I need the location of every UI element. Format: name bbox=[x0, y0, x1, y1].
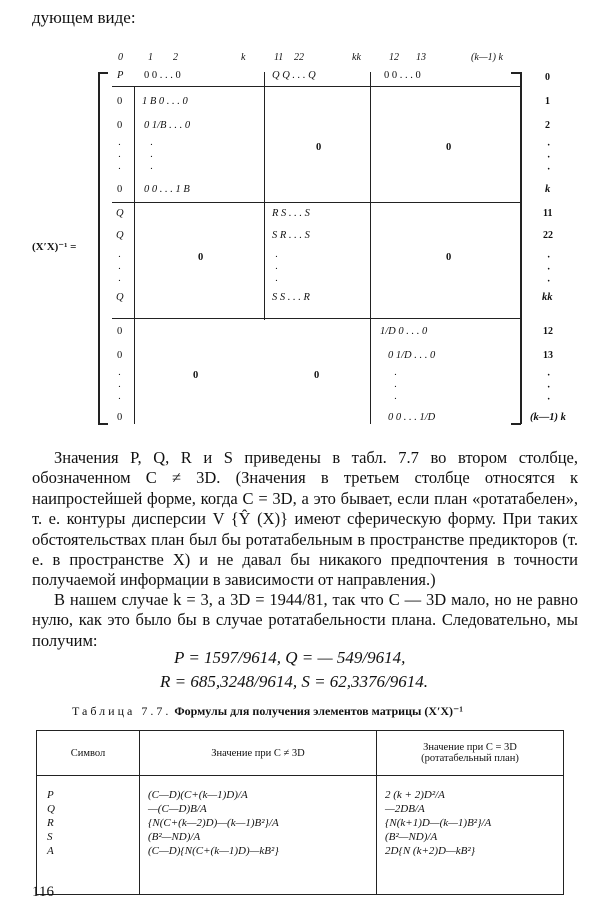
row0-zeros: 0 0 . . . 0 bbox=[144, 70, 181, 81]
rs-dot2: · bbox=[275, 264, 278, 275]
col0-8: 0 bbox=[117, 350, 123, 361]
b-row1: 1 B 0 . . . 0 bbox=[142, 96, 188, 107]
col0-dot6: · bbox=[118, 276, 121, 287]
col0-dot8: · bbox=[118, 382, 121, 393]
d-row2: 0 1/D . . . 0 bbox=[388, 350, 436, 361]
row-label-k: k bbox=[545, 184, 551, 195]
table-header-row bbox=[37, 731, 564, 776]
gen-p: (C—D)(C+(k—1)D)/A bbox=[148, 789, 248, 801]
row-dot1: · bbox=[547, 140, 551, 151]
zero-b-d: 0 bbox=[446, 142, 452, 153]
row-label-22: 22 bbox=[543, 230, 553, 241]
col0-0: 0 bbox=[117, 96, 123, 107]
row-label-2: 2 bbox=[545, 120, 550, 131]
th-symbol: Символ bbox=[37, 731, 140, 776]
symbols-col bbox=[37, 776, 140, 895]
table-body-row bbox=[37, 776, 564, 895]
row0-q: Q Q . . . Q bbox=[272, 70, 316, 81]
rot-r: {N(k+1)D—(k—1)B²}/A bbox=[385, 817, 492, 829]
gen-a: (C—D){N(C+(k—1)D)—kB²} bbox=[148, 845, 279, 857]
page-number: 116 bbox=[32, 884, 54, 900]
th-rotatable-line1: Значение при C = 3D bbox=[423, 742, 517, 753]
row-dot5: · bbox=[547, 264, 551, 275]
col0-2: 0 bbox=[117, 184, 123, 195]
row-dot8: · bbox=[547, 382, 551, 393]
rs-rowk: S S . . . R bbox=[272, 292, 310, 303]
gen-r: {N(C+(k—2)D)—(k—1)B²}/A bbox=[148, 817, 279, 829]
col-header-13: 13 bbox=[416, 52, 426, 63]
col-header-1: 1 bbox=[148, 52, 153, 63]
col0-dot1: · bbox=[118, 140, 121, 151]
col0-9: 0 bbox=[117, 412, 123, 423]
col0-1: 0 bbox=[117, 120, 123, 131]
col0-q3: Q bbox=[116, 292, 124, 303]
paragraph-1: Значения P, Q, R и S приведены в табл. 7.7 во втором столбце, обозначенном C ≠ 3D. (Значения в третьем столбце относятся к наипростейшей форме, когда C = 3D, а это бывает, если план «ротатабелен», т. е. контуры дисперсии V {Ŷ (X)} имеют сферическую форму. При таких обстоятельствах план был бы ротатабельным в пространстве предикторов (т. е. в пространстве X) и не давал бы никакого предпочтения в точности получаемой информации в зависимости от направления.) bbox=[32, 448, 578, 590]
body-paragraph-1 bbox=[32, 448, 578, 591]
d-row1: 1/D 0 . . . 0 bbox=[380, 326, 428, 337]
rs-row2: S R . . . S bbox=[272, 230, 310, 241]
rot-p: 2 (k + 2)D²/A bbox=[385, 789, 445, 801]
col0-dot7: · bbox=[118, 370, 121, 381]
rs-dot3: · bbox=[275, 276, 278, 287]
d-dot3: · bbox=[394, 394, 397, 405]
d-dot2: · bbox=[394, 382, 397, 393]
col0-dot5: · bbox=[118, 264, 121, 275]
col-header-kk: kk bbox=[352, 52, 361, 63]
row0-zeros2: 0 0 . . . 0 bbox=[384, 70, 421, 81]
b-rowk: 0 0 . . . 1 B bbox=[144, 184, 190, 195]
gen-q: —(C—D)B/A bbox=[148, 803, 207, 815]
body-paragraph-2 bbox=[32, 590, 578, 651]
intro-text: дующем виде: bbox=[32, 8, 136, 27]
row-label-0: 0 bbox=[545, 72, 550, 83]
d-dot1: · bbox=[394, 370, 397, 381]
rot-a: 2D{N (k+2)D—kB²} bbox=[385, 845, 476, 857]
row-label-12: 12 bbox=[543, 326, 553, 337]
row-dot3: · bbox=[547, 164, 551, 175]
d-rowk: 0 0 . . . 1/D bbox=[388, 412, 436, 423]
zero-b-rs: 0 bbox=[316, 142, 322, 153]
row-dot6: · bbox=[547, 276, 551, 287]
row-dot7: · bbox=[547, 370, 551, 381]
col-header-11: 11 bbox=[274, 52, 284, 63]
col0-dot2: · bbox=[118, 152, 121, 163]
rs-dot1: · bbox=[275, 252, 278, 263]
th-general: Значение при C ≠ 3D bbox=[140, 731, 377, 776]
col0-q2: Q bbox=[116, 230, 124, 241]
rotatable-col bbox=[377, 776, 564, 895]
general-col bbox=[140, 776, 377, 895]
matrix-label: (X′X)⁻¹ = bbox=[32, 241, 77, 253]
b-dot3: · bbox=[150, 164, 153, 175]
row-label-k1k: (k—1) k bbox=[530, 412, 566, 423]
sym-s: S bbox=[47, 831, 53, 843]
col0-7: 0 bbox=[117, 326, 123, 337]
zero-d-b: 0 bbox=[193, 370, 199, 381]
row-label-11: 11 bbox=[543, 208, 553, 219]
table-caption-text: Формулы для получения элементов матрицы (X′X)⁻¹ bbox=[174, 704, 463, 718]
equation-1: P = 1597/9614, Q = — 549/9614, bbox=[174, 648, 406, 667]
col-header-0: 0 bbox=[118, 52, 123, 63]
col0-q1: Q bbox=[116, 208, 124, 219]
row-label-13: 13 bbox=[543, 350, 553, 361]
matrix bbox=[0, 0, 600, 440]
zero-q-b: 0 bbox=[198, 252, 204, 263]
sym-q: Q bbox=[47, 803, 55, 815]
rot-q: —2DB/A bbox=[385, 803, 425, 815]
col-header-k: k bbox=[241, 52, 246, 63]
sym-a: A bbox=[47, 845, 54, 857]
th-rotatable bbox=[377, 731, 564, 776]
row-dot2: · bbox=[547, 152, 551, 163]
col-header-k1k: (k—1) k bbox=[471, 52, 503, 63]
rs-row1: R S . . . S bbox=[272, 208, 310, 219]
th-rotatable-line2: (ротатабельный план) bbox=[421, 753, 519, 764]
col-header-22: 22 bbox=[294, 52, 304, 63]
cell-p: P bbox=[117, 70, 124, 81]
sym-r: R bbox=[47, 817, 54, 829]
b-dot2: · bbox=[150, 152, 153, 163]
table-caption bbox=[72, 704, 463, 719]
gen-s: (B²—ND)/A bbox=[148, 831, 201, 843]
b-dot1: · bbox=[150, 140, 153, 151]
col-header-2: 2 bbox=[173, 52, 178, 63]
rot-s: (B²—ND)/A bbox=[385, 831, 438, 843]
col0-dot9: · bbox=[118, 394, 121, 405]
equation-2: R = 685,3248/9614, S = 62,3376/9614. bbox=[160, 672, 429, 691]
sym-p: P bbox=[47, 789, 54, 801]
zero-d-rs: 0 bbox=[314, 370, 320, 381]
col0-dot4: · bbox=[118, 252, 121, 263]
row-label-1: 1 bbox=[545, 96, 550, 107]
table-caption-prefix: Таблица 7.7. bbox=[72, 704, 172, 718]
b-row2: 0 1/B . . . 0 bbox=[144, 120, 191, 131]
row-dot9: · bbox=[547, 394, 551, 405]
zero-rs-d: 0 bbox=[446, 252, 452, 263]
row-label-kk: kk bbox=[542, 292, 553, 303]
col-header-12: 12 bbox=[389, 52, 399, 63]
paragraph-2: В нашем случае k = 3, а 3D = 1944/81, так что C — 3D мало, но не равно нулю, как это было бы в случае ротатабельности плана. Следовательно, мы получим: bbox=[32, 590, 578, 650]
formula-table bbox=[36, 730, 564, 895]
row-dot4: · bbox=[547, 252, 551, 263]
col0-dot3: · bbox=[118, 164, 121, 175]
